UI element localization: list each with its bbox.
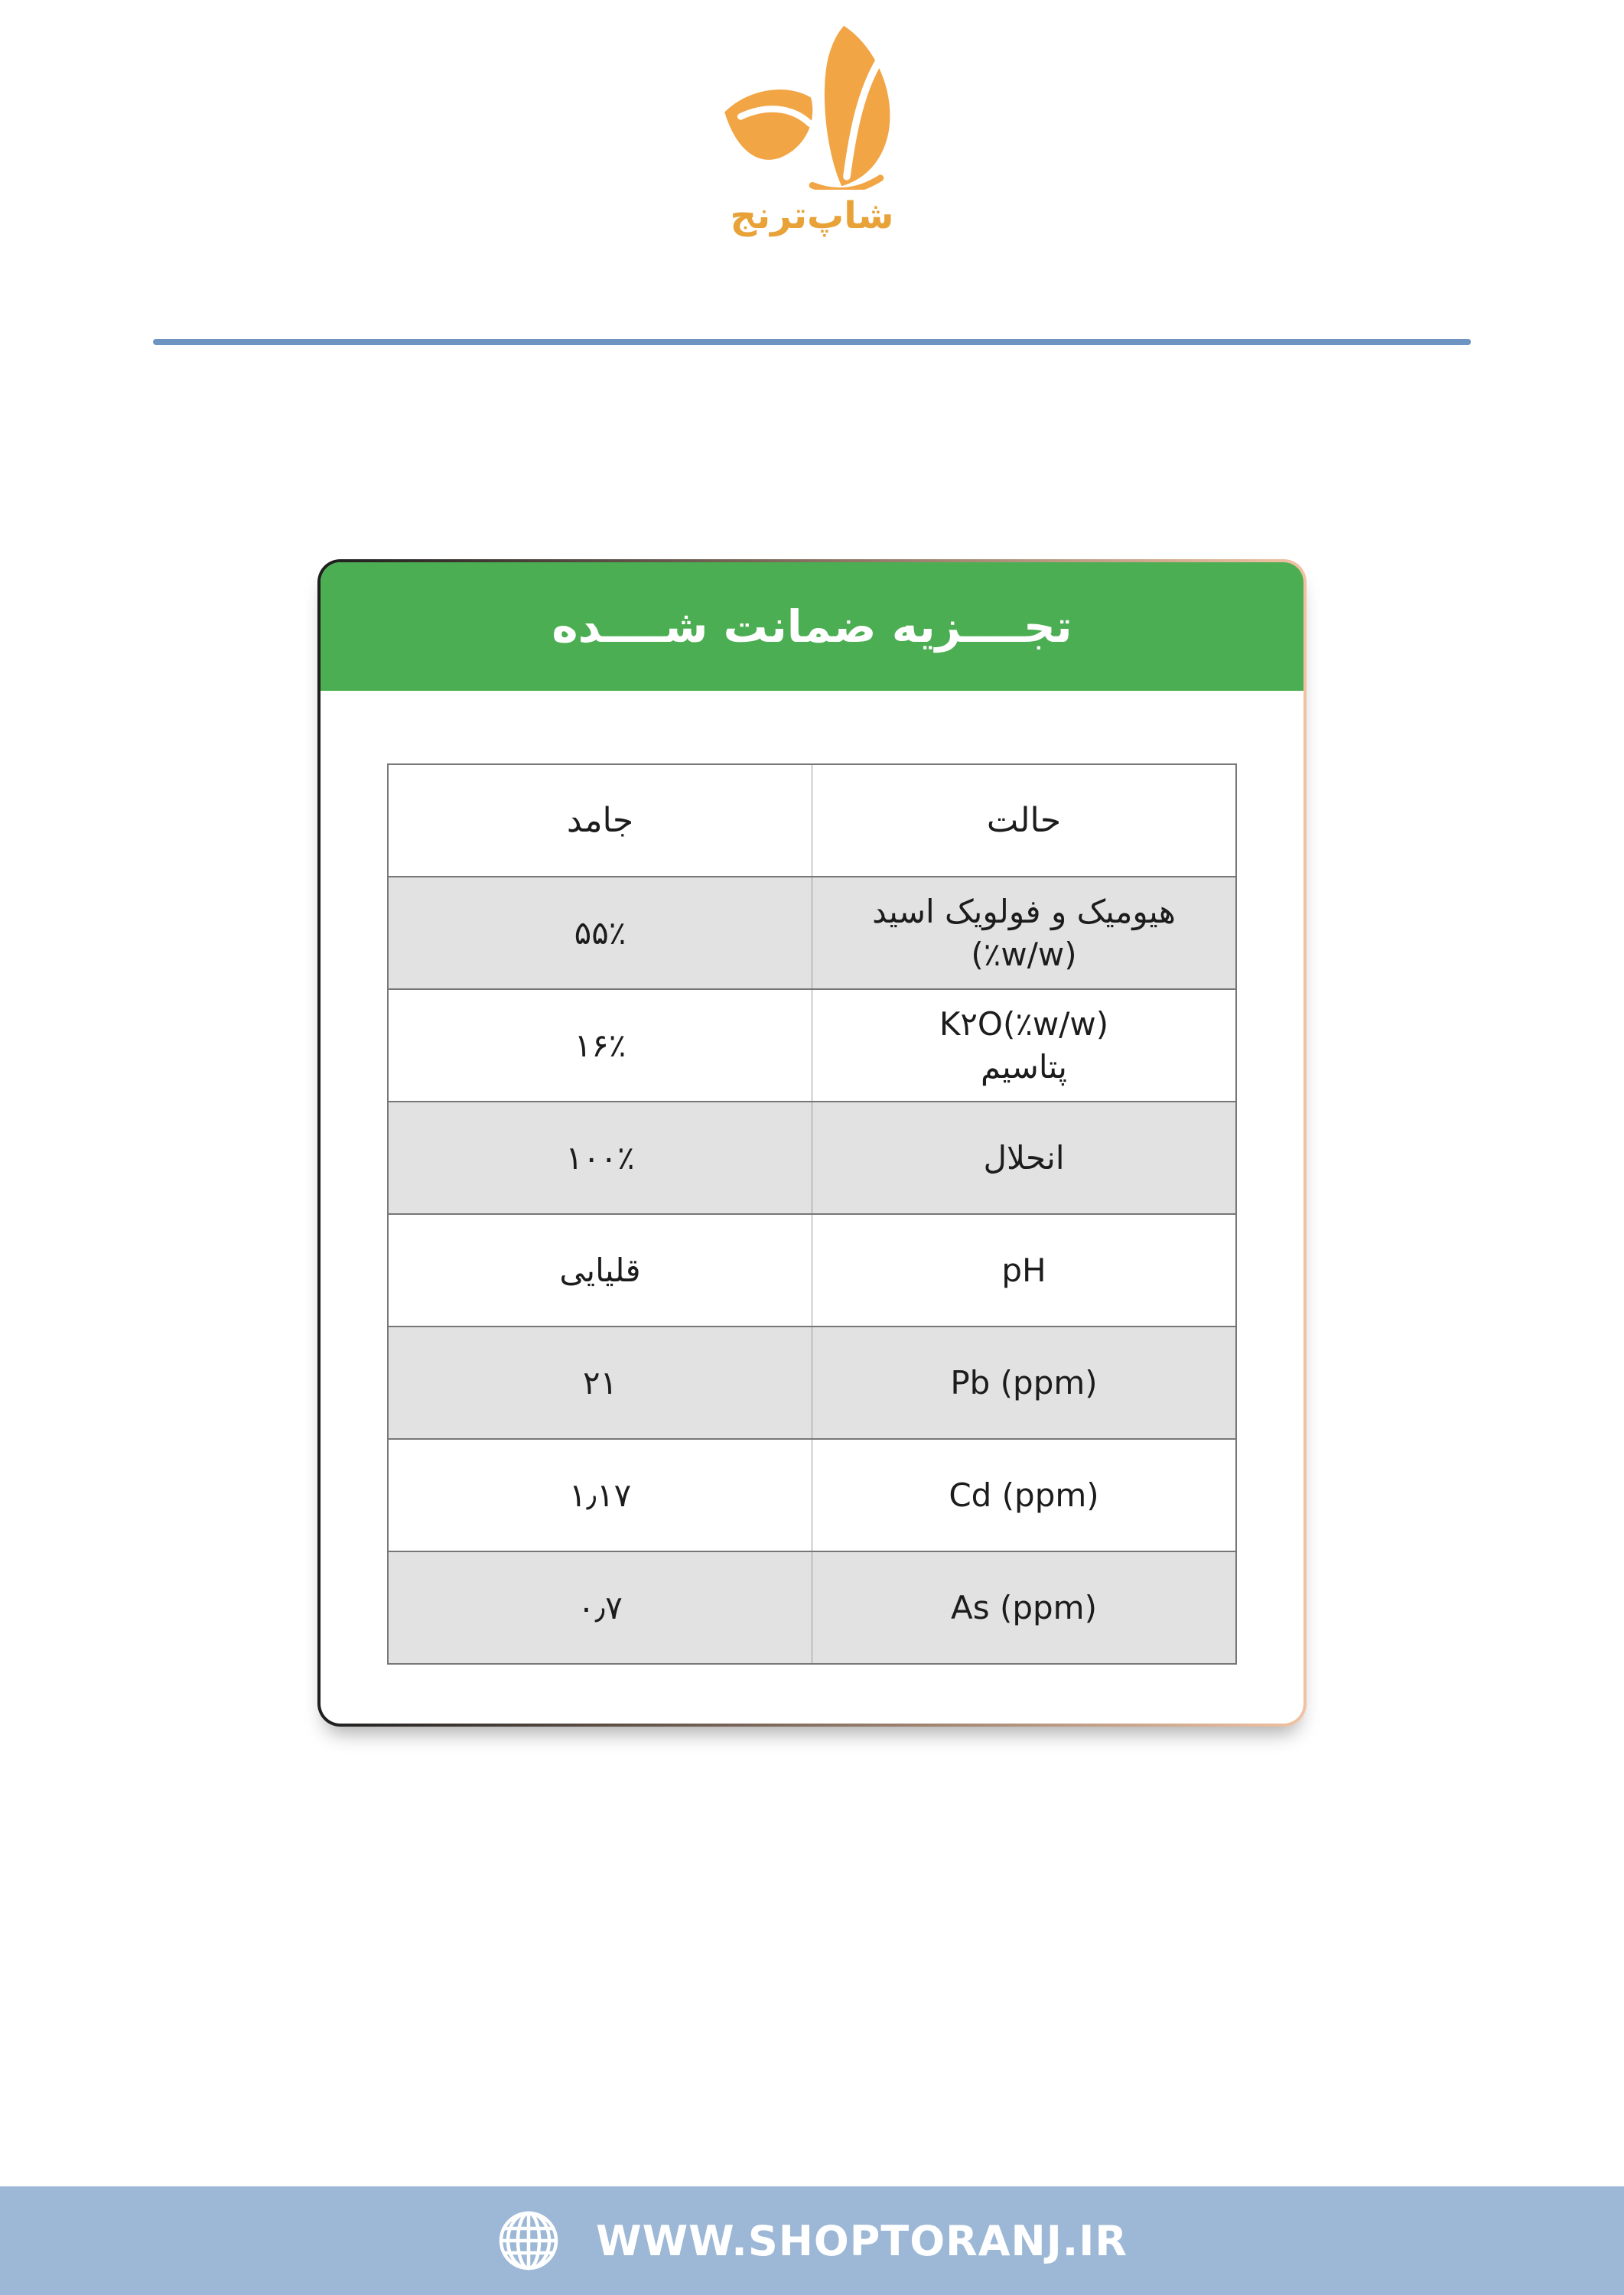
globe-icon bbox=[496, 2209, 561, 2273]
solid-cell bbox=[388, 1327, 812, 1439]
solid-cell bbox=[388, 877, 812, 989]
solid-cell bbox=[388, 1102, 812, 1214]
solid-text: ۱٫۱۷ bbox=[568, 1476, 632, 1514]
analysis-table bbox=[387, 763, 1237, 1665]
solid-text: ۱۶٪ bbox=[574, 1026, 626, 1064]
state-text: Cd (ppm) bbox=[949, 1476, 1099, 1514]
solid-text: ۵۵٪ bbox=[574, 913, 626, 952]
table-row bbox=[388, 877, 1236, 989]
state-cell bbox=[812, 1439, 1237, 1551]
website-text: WWW.SHOPTORANJ.IR bbox=[596, 2216, 1128, 2265]
state-text: (٪w/w) bbox=[971, 935, 1077, 973]
card-title: تجــــزیه ضمانت شــــده bbox=[552, 601, 1072, 653]
solid-cell bbox=[388, 1439, 812, 1551]
state-text: هیومیک و فولویک اسید bbox=[872, 893, 1176, 931]
solid-text: ۱۰۰٪ bbox=[565, 1138, 635, 1177]
state-cell bbox=[812, 877, 1237, 989]
table-row bbox=[388, 1102, 1236, 1214]
state-text: pH bbox=[1001, 1251, 1046, 1289]
state-cell bbox=[812, 1327, 1237, 1439]
solid-text: ۲۱ bbox=[582, 1363, 618, 1401]
footer-bar bbox=[0, 2186, 1624, 2295]
brand-wordmark: شاپ‌ترنج bbox=[730, 194, 894, 237]
divider-line bbox=[153, 339, 1471, 345]
brand-logo bbox=[0, 21, 1624, 237]
state-cell bbox=[812, 1102, 1237, 1214]
solid-cell bbox=[388, 1551, 812, 1664]
analysis-table-body bbox=[388, 877, 1236, 1664]
solid-cell bbox=[388, 989, 812, 1102]
state-text: Pb (ppm) bbox=[950, 1363, 1098, 1401]
table-row bbox=[388, 1214, 1236, 1327]
solid-column-header: جامد bbox=[388, 764, 812, 877]
state-column-header: حالت bbox=[812, 764, 1237, 877]
solid-cell bbox=[388, 1214, 812, 1327]
table-row bbox=[388, 989, 1236, 1102]
solid-text: ۰٫۷ bbox=[578, 1588, 623, 1626]
state-text: K۲O(٪w/w) bbox=[939, 1005, 1109, 1043]
state-cell bbox=[812, 1214, 1237, 1327]
analysis-card-inner bbox=[321, 562, 1303, 1724]
table-wrap bbox=[387, 763, 1237, 1665]
table-row bbox=[388, 1551, 1236, 1664]
state-cell bbox=[812, 989, 1237, 1102]
card-header bbox=[321, 562, 1303, 691]
leaves-icon bbox=[698, 21, 927, 190]
state-text: پتاسیم bbox=[981, 1047, 1067, 1086]
table-header-row bbox=[388, 764, 1236, 877]
analysis-card bbox=[317, 559, 1307, 1727]
state-cell bbox=[812, 1551, 1237, 1664]
state-text: As (ppm) bbox=[951, 1588, 1097, 1626]
table-row bbox=[388, 1327, 1236, 1439]
table-row bbox=[388, 1439, 1236, 1551]
state-text: انحلال bbox=[983, 1138, 1065, 1177]
solid-text: قلیایی bbox=[559, 1251, 641, 1289]
